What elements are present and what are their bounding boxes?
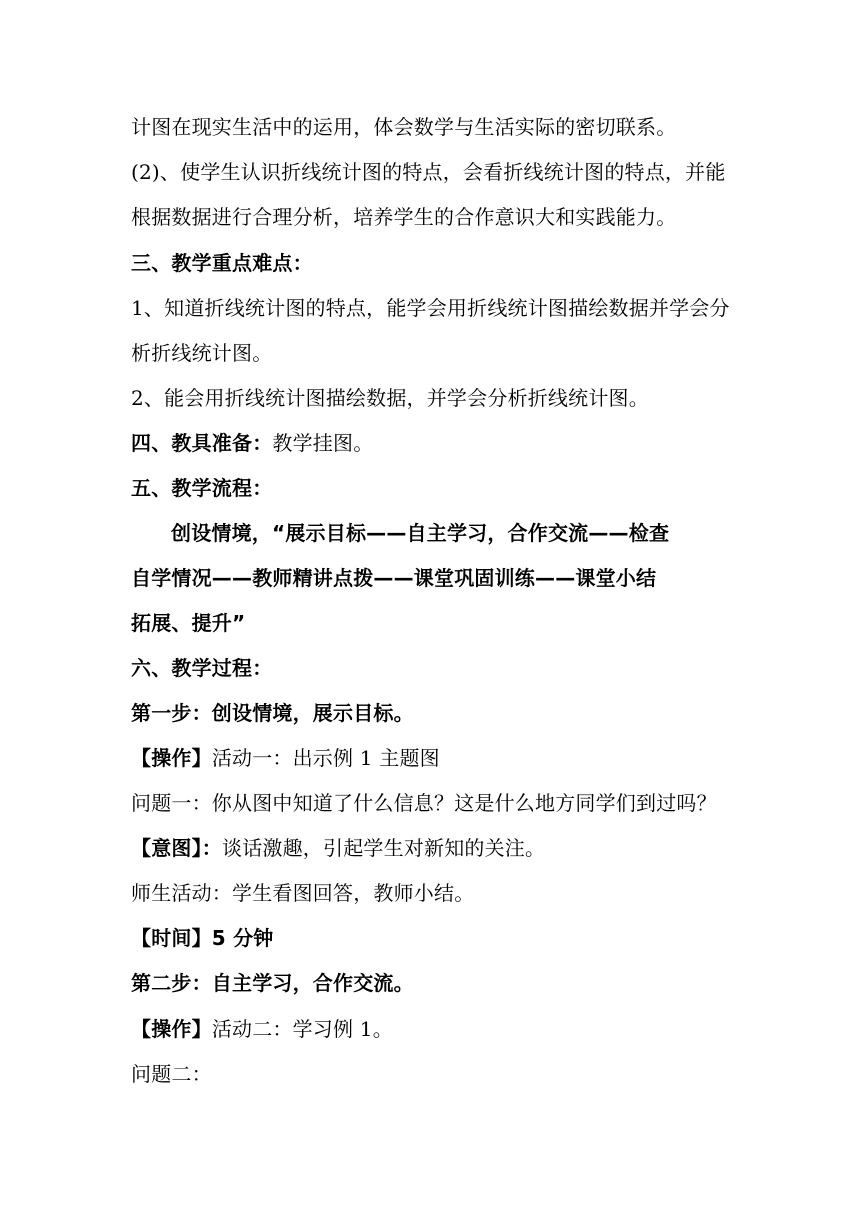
paragraph-line: 计图在现实生活中的运用，体会数学与生活实际的密切联系。 xyxy=(131,115,677,139)
section-heading: 五、教学流程： xyxy=(131,476,273,500)
activity-line: 师生活动：学生看图回答，教师小结。 xyxy=(131,881,475,905)
section-text: 教学挂图。 xyxy=(272,431,374,455)
activity-line xyxy=(131,743,751,773)
section-heading: 六、教学过程： xyxy=(131,656,273,680)
activity-text: 活动二：学习例 1。 xyxy=(211,1017,393,1041)
question-line: 问题一：你从图中知道了什么信息？这是什么地方同学们到过吗？ xyxy=(131,791,717,815)
paragraph-line: 根据数据进行合理分析，培养学生的合作意识大和实践能力。 xyxy=(131,205,677,229)
section-heading: 三、教学重点难点： xyxy=(131,251,313,275)
section-label: 四、教具准备： xyxy=(131,431,273,455)
activity-line xyxy=(131,1014,751,1044)
paragraph-line: 1、知道折线统计图的特点，能学会用折线统计图描绘数据并学会分 xyxy=(131,296,730,320)
intent-label: 【意图】： xyxy=(131,836,222,860)
operation-label: 【操作】 xyxy=(131,746,212,770)
process-line: 拓展、提升” xyxy=(131,611,246,635)
step-heading: 第一步：创设情境，展示目标。 xyxy=(131,701,414,725)
paragraph-line: (2)、使学生认识折线统计图的特点，会看折线统计图的特点，并能 xyxy=(131,160,726,184)
question-line: 问题二： xyxy=(131,1062,212,1086)
activity-text: 活动一：出示例 1 主题图 xyxy=(211,746,440,770)
process-line: 创设情境，“展示目标——自主学习，合作交流——检查 xyxy=(171,521,670,545)
paragraph-line: 析折线统计图。 xyxy=(131,341,273,365)
step-heading: 第二步：自主学习，合作交流。 xyxy=(131,971,414,995)
intent-line xyxy=(131,833,751,863)
process-line: 自学情况——教师精讲点拨——课堂巩固训练——课堂小结 xyxy=(131,566,657,590)
operation-label: 【操作】 xyxy=(131,1017,212,1041)
time-line: 【时间】5 分钟 xyxy=(131,926,274,950)
section-line xyxy=(131,428,751,458)
intent-text: 谈话激趣，引起学生对新知的关注。 xyxy=(222,836,546,860)
paragraph-line: 2、能会用折线统计图描绘数据，并学会分析折线统计图。 xyxy=(131,386,649,410)
